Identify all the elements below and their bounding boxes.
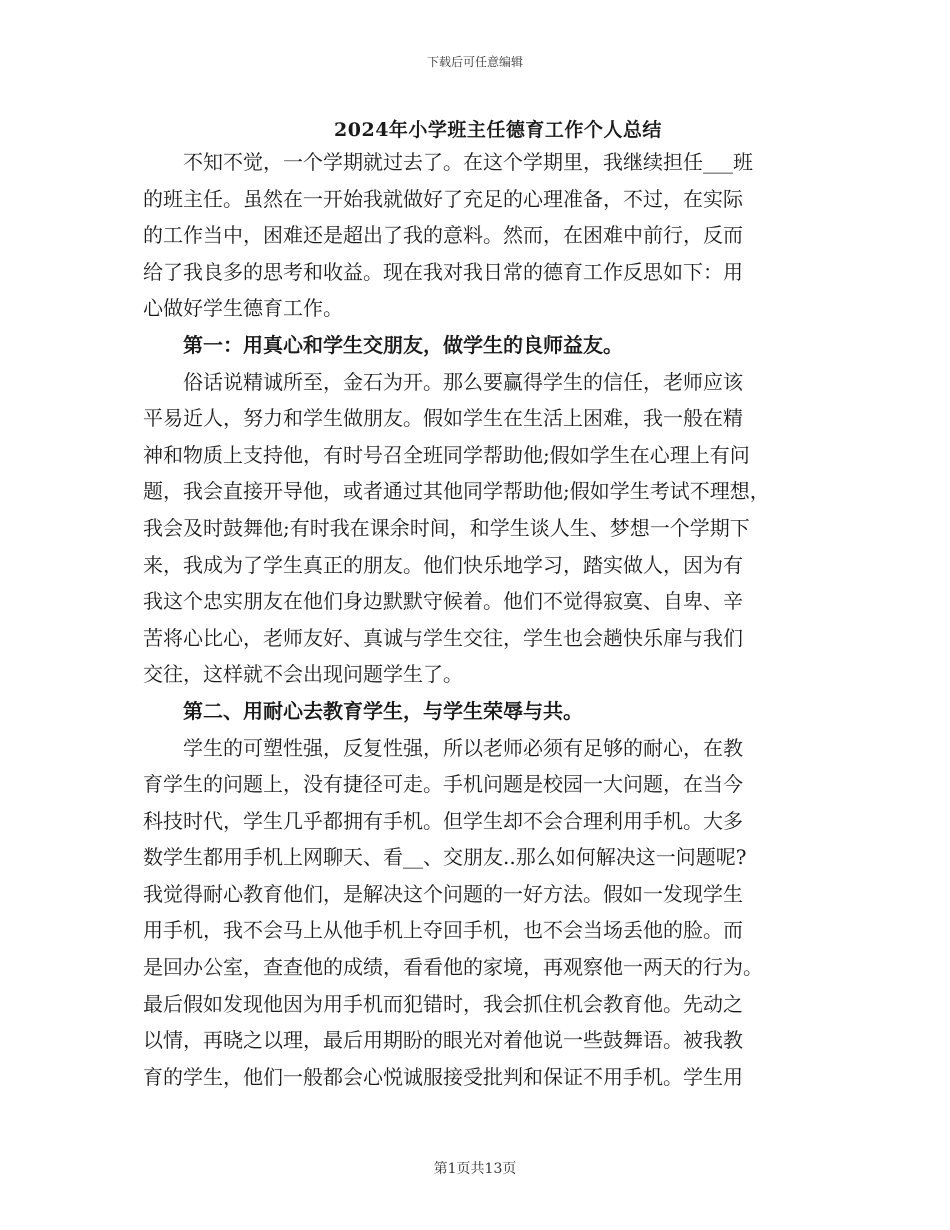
section-heading: 第一：用真心和学生交朋友，做学生的良师益友。 — [143, 332, 623, 357]
paragraph-line: 的工作当中，困难还是超出了我的意料。然而，在困难中前行，反而 — [143, 223, 743, 248]
paragraph-line: 心做好学生德育工作。 — [143, 296, 343, 321]
document-body — [143, 144, 815, 1095]
paragraph-line: 苦将心比心，老师友好、真诚与学生交往，学生也会趟快乐扉与我们 — [143, 625, 743, 650]
paragraph-line: 最后假如发现他因为用手机而犯错时，我会抓住机会教育他。先动之 — [143, 991, 743, 1016]
paragraph-line: 给了我良多的思考和收益。现在我对我日常的德育工作反思如下：用 — [143, 259, 743, 284]
paragraph-line: 题，我会直接开导他，或者通过其他同学帮助他;假如学生考试不理想， — [143, 479, 770, 504]
paragraph-line: 我这个忠实朋友在他们身边默默守候着。他们不觉得寂寞、自卑、辛 — [143, 589, 743, 614]
paragraph-line: 平易近人，努力和学生做朋友。假如学生在生活上困难，我一般在精 — [143, 406, 743, 431]
paragraph-line: 用手机，我不会马上从他手机上夺回手机，也不会当场丢他的脸。而 — [143, 918, 743, 943]
paragraph-line: 我觉得耐心教育他们，是解决这个问题的一好方法。假如一发现学生 — [143, 881, 743, 906]
paragraph-line: 俗话说精诚所至，金石为开。那么要赢得学生的信任，老师应该 — [143, 369, 743, 394]
paragraph-line: 我会及时鼓舞他;有时我在课余时间，和学生谈人生、梦想一个学期下 — [143, 515, 750, 540]
paragraph-line: 是回办公室，查查他的成绩，看看他的家境，再观察他一两天的行为。 — [143, 955, 763, 980]
page-title: 2024年小学班主任德育工作个人总结 — [334, 119, 662, 141]
paragraph-line: 数学生都用手机上网聊天、看__、交朋友..那么如何解决这一问题呢? — [143, 845, 747, 870]
header-note: 下载后可任意编辑 — [426, 55, 523, 69]
paragraph-line: 来，我成为了学生真正的朋友。他们快乐地学习，踏实做人，因为有 — [143, 552, 743, 577]
paragraph-line: 的班主任。虽然在一开始我就做好了充足的心理准备，不过，在实际 — [143, 186, 743, 211]
paragraph-line: 以情，再晓之以理，最后用期盼的眼光对着他说一些鼓舞语。被我教 — [143, 1028, 743, 1053]
page-number: 第1页共13页 — [433, 1161, 517, 1177]
paragraph-line: 育的学生，他们一般都会心悦诚服接受批判和保证不用手机。学生用 — [143, 1064, 743, 1089]
section-heading: 第二、用耐心去教育学生，与学生荣辱与共。 — [143, 698, 583, 723]
paragraph-line: 不知不觉，一个学期就过去了。在这个学期里，我继续担任___班 — [143, 150, 753, 174]
paragraph-line: 育学生的问题上，没有捷径可走。手机问题是校园一大问题，在当今 — [143, 772, 743, 797]
paragraph-line: 科技时代，学生几乎都拥有手机。但学生却不会合理利用手机。大多 — [143, 808, 743, 833]
paragraph-line: 交往，这样就不会出现问题学生了。 — [143, 662, 463, 687]
paragraph-line: 学生的可塑性强，反复性强，所以老师必须有足够的耐心，在教 — [143, 735, 743, 760]
paragraph-line: 神和物质上支持他，有时号召全班同学帮助他;假如学生在心理上有问 — [143, 442, 750, 467]
